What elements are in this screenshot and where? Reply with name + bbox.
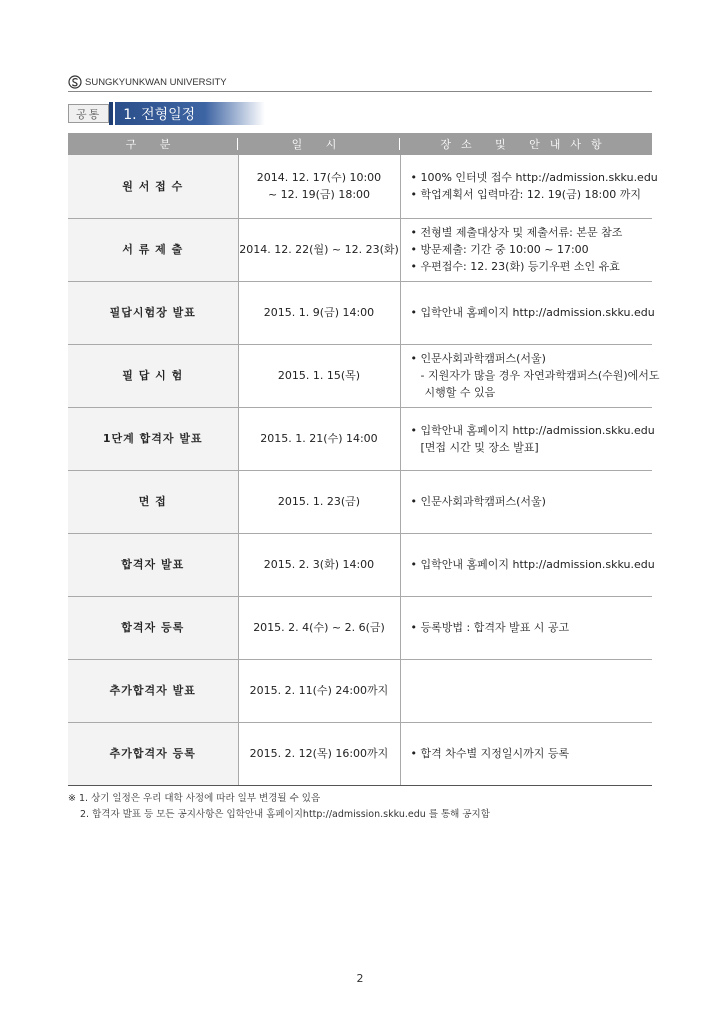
footnote-2: 2. 합격자 발표 등 모든 공지사항은 입학안내 홈페이지http://admission.skku.edu 를 통해 공지함 [80,809,490,820]
row-info [400,596,652,659]
row-category: 필 답 시 험 [68,344,238,407]
info-line: • 100% 인터넷 접수 http://admission.skku.edu [410,171,658,185]
column-header-date: 일 시 [238,133,400,155]
info-line: • 인문사회과학캠퍼스(서울) [410,352,546,365]
table-row [68,533,652,596]
row-info [400,407,655,470]
row-info [400,722,652,785]
table-row [68,596,652,659]
column-header-category: 구 분 [68,133,238,155]
row-category: 원 서 접 수 [68,155,238,218]
date-line: 2015. 1. 15(목) [277,369,361,382]
row-category: 추가합격자 발표 [68,659,238,722]
info-line: • 전형별 제출대상자 및 제출서류: 본문 참조 [410,226,623,239]
section-title: 1. 전형일정 [115,102,265,125]
table-row [68,155,652,218]
table-row [68,281,652,344]
row-info [400,470,652,533]
table-row [68,470,652,533]
row-category: 서 류 제 출 [68,218,238,281]
date-line: 2015. 2. 3(화) 14:00 [263,558,375,571]
table-row [68,218,652,281]
university-logo [68,74,227,90]
row-info [400,533,655,596]
info-line: • 학업계획서 입력마감: 12. 19(금) 18:00 까지 [410,188,641,202]
section-tick-mark [109,102,113,125]
row-category: 1단계 합격자 발표 [68,407,238,470]
row-info [400,281,655,344]
row-date [238,218,400,281]
page-number: 2 [356,972,364,985]
date-line: 2015. 2. 11(수) 24:00까지 [249,684,389,697]
row-category: 면 접 [68,470,238,533]
date-line: 2015. 2. 12(목) 16:00까지 [249,747,389,760]
row-date [238,596,400,659]
footnote-1: ※ 1. 상기 일정은 우리 대학 사정에 따라 일부 변경될 수 있음 [68,793,321,804]
row-category: 합격자 등록 [68,596,238,659]
row-date [238,155,400,218]
row-date [238,281,400,344]
header-divider [68,91,652,92]
table-row [68,407,652,470]
info-line: • 방문제출: 기간 중 10:00 ~ 17:00 [410,243,589,256]
university-name: SUNGKYUNKWAN UNIVERSITY [85,76,227,88]
row-date [238,722,400,785]
info-line: • 우편접수: 12. 23(화) 등기우편 소인 유효 [410,260,620,273]
table-row [68,659,652,722]
row-info [400,659,652,722]
date-line: 2015. 1. 21(수) 14:00 [260,432,378,445]
row-date [238,659,400,722]
date-line: ~ 12. 19(금) 18:00 [267,188,371,202]
row-date [238,344,400,407]
column-header-info: 장소 및 안내사항 [400,133,652,155]
section-tag: 공통 [68,104,109,123]
info-line: • 합격 차수별 지정일시까지 등록 [410,747,570,760]
date-line: 2015. 1. 9(금) 14:00 [263,306,375,319]
info-line: • 등록방법 : 합격자 발표 시 공고 [410,621,570,634]
footnotes [68,791,658,823]
row-category: 추가합격자 등록 [68,722,238,785]
date-line: 2014. 12. 22(월) ~ 12. 23(화) [239,243,399,256]
info-line: • 인문사회과학캠퍼스(서울) [410,495,546,508]
info-line: • 입학안내 홈페이지 http://admission.skku.edu [410,306,655,319]
info-subline: - 지원자가 많을 경우 자연과학캠퍼스(수원)에서도 [420,369,660,382]
table-row [68,344,652,407]
row-info [400,218,652,281]
row-date [238,533,400,596]
table-header-row [68,133,652,155]
info-line: • 입학안내 홈페이지 http://admission.skku.edu [410,558,655,571]
section-header [68,102,652,125]
info-line: • 입학안내 홈페이지 http://admission.skku.edu [410,423,655,437]
university-emblem-icon [68,75,82,89]
row-category: 합격자 발표 [68,533,238,596]
date-line: 2015. 1. 23(금) [277,495,361,508]
row-category: 필답시험장 발표 [68,281,238,344]
info-subline: [면접 시간 및 장소 발표] [420,440,539,454]
schedule-table [68,133,660,786]
row-info [400,344,660,407]
info-subline: 시행할 수 있음 [424,386,496,399]
table-row [68,722,652,785]
date-line: 2014. 12. 17(수) 10:00 [256,171,382,185]
date-line: 2015. 2. 4(수) ~ 2. 6(금) [253,621,385,634]
row-date [238,470,400,533]
row-info [400,155,658,218]
row-date [238,407,400,470]
